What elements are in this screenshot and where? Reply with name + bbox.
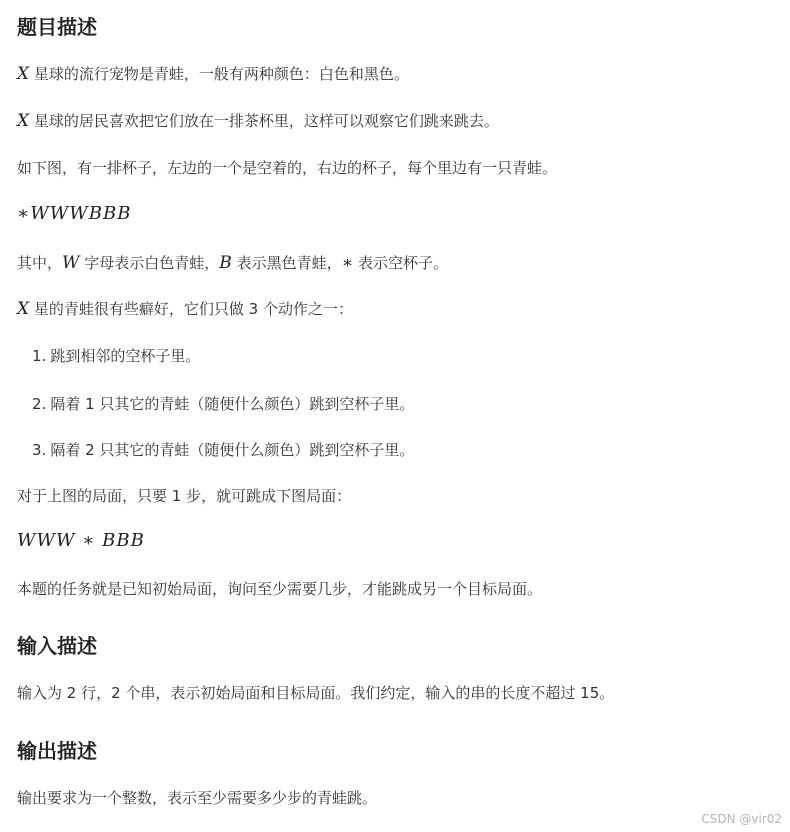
- math-var-b: B: [219, 253, 232, 273]
- paragraph-legend: [17, 251, 448, 275]
- paragraph-task: 本题的任务就是已知初始局面，询问至少需要几步，才能跳成另一个目标局面。: [17, 580, 543, 598]
- formula-initial-state: ∗WWWBBB: [17, 203, 132, 224]
- math-var-w: W: [62, 253, 80, 273]
- list-item: [32, 392, 414, 416]
- paragraph-text: 其中，: [17, 254, 63, 272]
- paragraph-cups: [17, 109, 499, 133]
- list-item: [32, 438, 414, 462]
- paragraph-text: 星球的流行宠物是青蛙，一般有两种颜色：白色和黑色。: [33, 65, 409, 83]
- list-item: [32, 344, 200, 368]
- math-star: ∗: [341, 253, 354, 273]
- paragraph-text: 星的青蛙很有些癖好，它们只做 3 个动作之一：: [33, 300, 353, 318]
- paragraph-text: 星球的居民喜欢把它们放在一排茶杯里，这样可以观察它们跳来跳去。: [33, 112, 499, 130]
- list-number: 2.: [32, 395, 47, 413]
- paragraph-input: 输入为 2 行，2 个串，表示初始局面和目标局面。我们约定，输入的串的长度不超过 15。: [17, 684, 615, 702]
- list-text: 跳到相邻的空杯子里。: [50, 347, 201, 365]
- description-heading: 题目描述: [17, 15, 97, 39]
- paragraph-text: 表示空杯子。: [357, 254, 448, 272]
- watermark: CSDN @vir02: [701, 812, 782, 826]
- paragraph-one-step: 对于上图的局面，只要 1 步，就可跳成下图局面：: [17, 487, 352, 505]
- paragraph-output: 输出要求为一个整数，表示至少需要多少步的青蛙跳。: [17, 789, 378, 807]
- paragraph-text: 字母表示白色青蛙，: [84, 254, 220, 272]
- math-var-x: X: [17, 64, 30, 84]
- paragraph-figure-intro: 如下图，有一排杯子，左边的一个是空着的，右边的杯子，每个里边有一只青蛙。: [17, 159, 558, 177]
- formula-target-state: WWW ∗ BBB: [17, 530, 145, 551]
- list-number: 1.: [32, 347, 47, 365]
- list-text: 隔着 1 只其它的青蛙（随便什么颜色）跳到空杯子里。: [50, 395, 415, 413]
- list-text: 隔着 2 只其它的青蛙（随便什么颜色）跳到空杯子里。: [50, 441, 415, 459]
- list-number: 3.: [32, 441, 47, 459]
- paragraph-pet-colors: [17, 62, 409, 86]
- input-heading: 输入描述: [17, 634, 97, 658]
- math-var-x: X: [17, 111, 30, 131]
- paragraph-habits: [17, 297, 353, 321]
- math-var-x: X: [17, 299, 30, 319]
- paragraph-text: 表示黑色青蛙，: [236, 254, 342, 272]
- output-heading: 输出描述: [17, 739, 97, 763]
